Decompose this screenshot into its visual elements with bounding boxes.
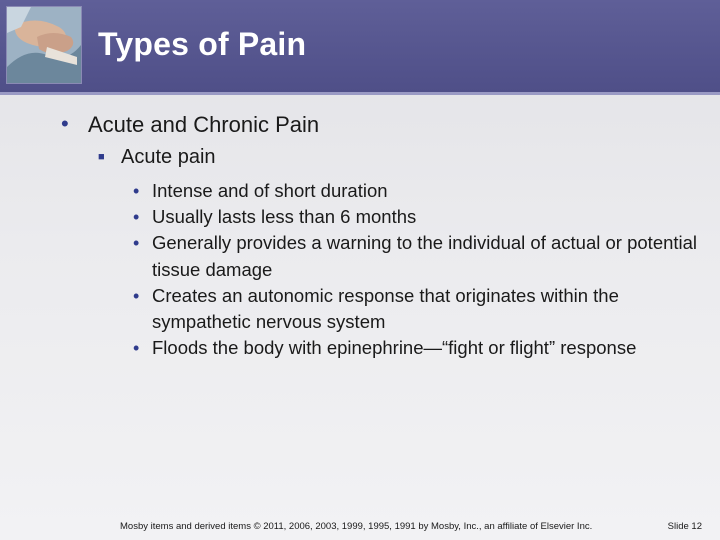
slide-number: Slide 12 xyxy=(667,521,702,532)
list-item xyxy=(131,230,701,282)
list-item-text: Creates an autonomic response that originates within the sympathetic nervous system xyxy=(152,284,619,333)
level2-heading: Acute pain xyxy=(121,146,216,168)
list-item-text: Generally provides a warning to the individual of actual or potential tissue damage xyxy=(152,232,698,280)
slide-title: Types of Pain xyxy=(98,26,307,62)
list-item xyxy=(131,204,701,230)
list-item xyxy=(131,178,701,204)
copyright-footer: Mosby items and derived items © 2011, 2006, 2003, 1999, 1995, 1991 by Mosby, Inc., an affiliate of Elsevier Inc. xyxy=(120,521,593,532)
list-item xyxy=(131,335,701,361)
bullet-icon: • xyxy=(133,233,140,254)
level1-bullet: • xyxy=(61,111,69,136)
bullet-icon: • xyxy=(133,285,140,306)
level1-heading: Acute and Chronic Pain xyxy=(88,112,320,137)
bullet-icon: • xyxy=(133,207,140,228)
list-item-text: Intense and of short duration xyxy=(152,180,388,201)
level2-bullet: ■ xyxy=(98,151,105,163)
list-item xyxy=(131,283,701,335)
list-item-text: Floods the body with epinephrine—“fight or flight” response xyxy=(152,337,637,359)
acute-pain-points xyxy=(131,178,701,361)
list-item-text: Usually lasts less than 6 months xyxy=(152,206,417,228)
bullet-icon: • xyxy=(133,181,140,201)
bullet-icon: • xyxy=(133,338,140,359)
